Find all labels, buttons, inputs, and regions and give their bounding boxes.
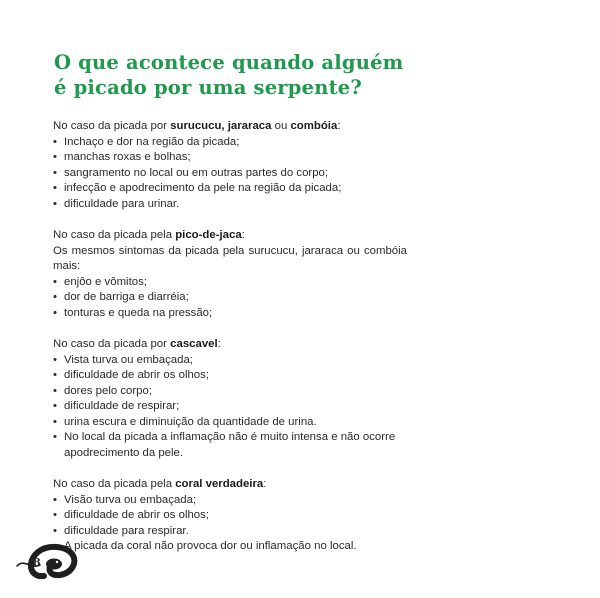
section-pico-de-jaca	[53, 228, 413, 321]
section-intro	[53, 228, 413, 244]
symptom-item: • tonturas e queda na pressão;	[53, 306, 413, 322]
symptom-item: • dor de barriga e diarréia;	[53, 290, 413, 306]
symptom-item: • dificuldade de abrir os olhos;	[53, 368, 413, 384]
snake-name: surucucu, jararaca	[170, 120, 272, 132]
snake-name: pico-de-jaca	[175, 229, 242, 241]
page-title	[54, 50, 404, 100]
symptom-item: • urina escura e diminuição da quantidade de urina.	[53, 415, 413, 431]
section-surucucu	[53, 119, 413, 212]
symptom-item: • manchas roxas e bolhas;	[53, 150, 413, 166]
intro-text: No caso da picada por	[53, 120, 171, 132]
snake-name: cascavel	[170, 338, 218, 350]
page-number: 8	[33, 556, 41, 569]
symptom-item: • Inchaço e dor na região da picada;	[53, 135, 413, 151]
symptom-item: • dificuldade de respirar;	[53, 399, 413, 415]
section-intro	[53, 337, 413, 353]
snake-icon	[14, 540, 80, 580]
symptom-item: • dificuldade para respirar.	[53, 524, 413, 540]
symptom-item: • enjôo e vômitos;	[53, 275, 413, 291]
symptom-item: • infecção e apodrecimento da pele na região da picada;	[53, 181, 413, 197]
intro-text: No caso da picada pela	[53, 478, 176, 490]
page-title-line-1: O que acontece quando alguém	[54, 51, 404, 74]
snake-name: coral verdadeira	[175, 478, 264, 490]
snake-name: combóia	[290, 120, 338, 132]
section-intro	[53, 119, 413, 135]
symptom-item: • dores pelo corpo;	[53, 384, 413, 400]
intro-text: :	[217, 338, 221, 350]
section-coral	[53, 477, 413, 555]
page-title-line-2: é picado por uma serpente?	[54, 76, 363, 99]
intro-text: :	[337, 120, 341, 132]
intro-text: :	[241, 229, 245, 241]
intro-text: No caso da picada pela	[53, 229, 176, 241]
symptom-item: • dificuldade para urinar.	[53, 197, 413, 213]
symptom-item: • Visão turva ou embaçada;	[53, 493, 413, 509]
symptom-item: • A picada da coral não provoca dor ou inflamação no local.	[53, 539, 413, 555]
symptom-item: • dificuldade de abrir os olhos;	[53, 508, 413, 524]
symptom-item: • sangramento no local ou em outras partes do corpo;	[53, 166, 413, 182]
intro-text: No caso da picada por	[53, 338, 171, 350]
section-intro	[53, 477, 413, 493]
section-cascavel	[53, 337, 413, 461]
symptom-item: • Vista turva ou embaçada;	[53, 353, 413, 369]
section-paragraph: Os mesmos sintomas da picada pela surucucu, jararaca ou combóia mais:	[53, 244, 407, 272]
intro-text: :	[263, 478, 267, 490]
symptom-item: • No local da picada a inflamação não é muito intensa e não ocorre apodrecimento da pele.	[53, 430, 414, 461]
intro-text: ou	[271, 120, 291, 132]
content	[53, 119, 413, 555]
